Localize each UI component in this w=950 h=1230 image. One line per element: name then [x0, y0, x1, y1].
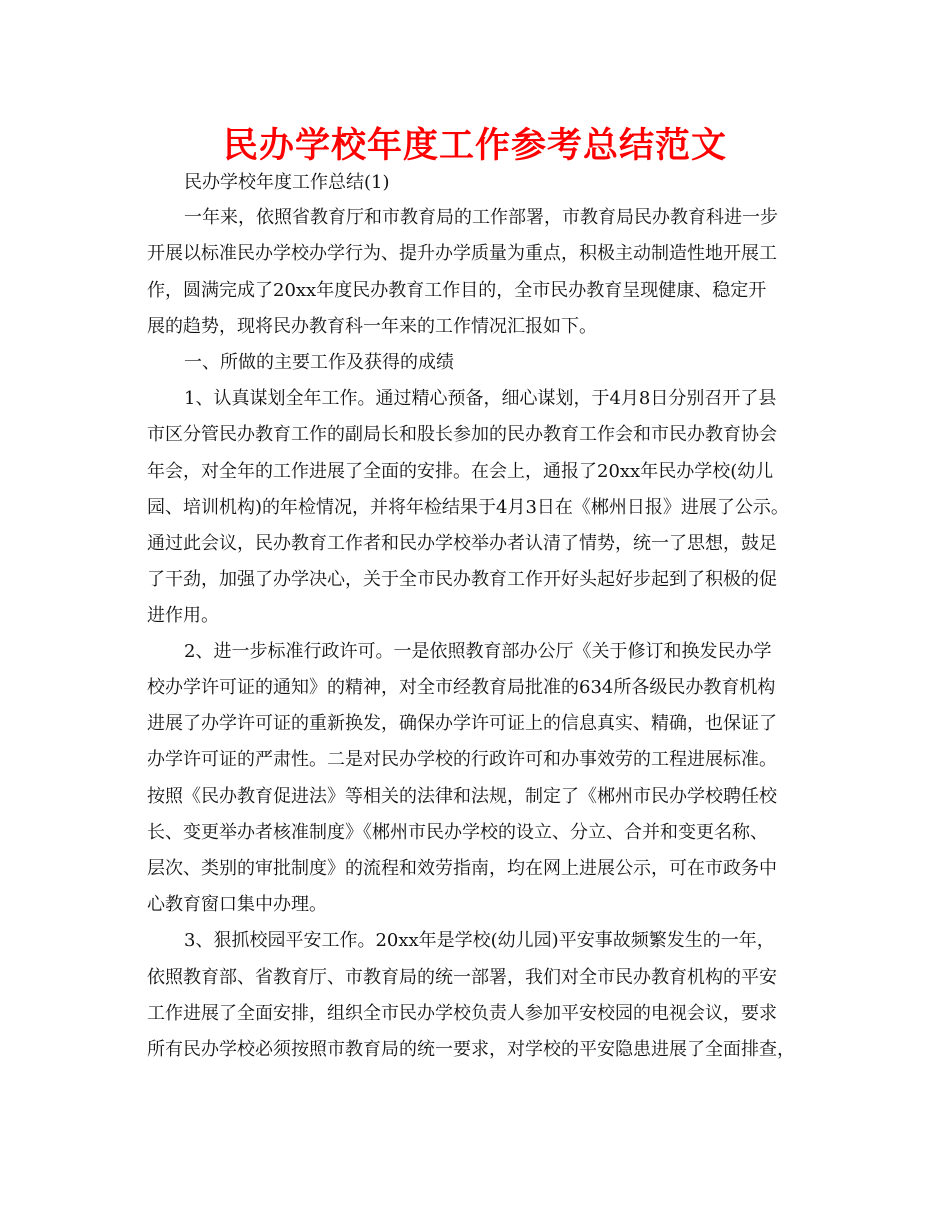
paragraph-line: 一年来，依照省教育厅和市教育局的工作部署，市教育局民办教育科进一步 — [184, 207, 778, 228]
section-heading: 民办学校年度工作总结(1) — [184, 172, 390, 193]
paragraph-line: 依照教育部、省教育厅、市教育局的统一部署，我们对全市民办教育机构的平安 — [147, 967, 777, 988]
paragraph-line: 层次、类别的审批制度》的流程和效劳指南，均在网上进展公示，可在市政务中 — [147, 858, 777, 879]
paragraph-line: 心教育窗口集中办理。 — [147, 894, 327, 915]
paragraph-line: 作，圆满完成了20xx年度民办教育工作目的，全市民办教育呈现健康、稳定开 — [147, 280, 767, 301]
paragraph-line: 园、培训机构)的年检情况，并将年检结果于4月3日在《郴州日报》进展了公示。 — [147, 497, 789, 518]
paragraph-line: 按照《民办教育促进法》等相关的法律和法规，制定了《郴州市民办学校聘任校 — [147, 786, 777, 807]
paragraph-line: 进作用。 — [147, 605, 219, 626]
paragraph-line: 1、认真谋划全年工作。通过精心预备，细心谋划，于4月8日分别召开了县 — [184, 388, 777, 409]
paragraph-line: 3、狠抓校园平安工作。20xx年是学校(幼儿园)平安事故频繁发生的一年， — [184, 930, 775, 951]
paragraph-line: 了干劲，加强了办学决心，关于全市民办教育工作开好头起好步起到了积极的促 — [147, 569, 777, 590]
paragraph-line: 2、进一步标准行政许可。一是依照教育部办公厅《关于修订和换发民办学 — [184, 641, 772, 662]
paragraph-line: 进展了办学许可证的重新换发，确保办学许可证上的信息真实、精确，也保证了 — [147, 713, 777, 734]
document-title: 民办学校年度工作参考总结范文 — [222, 125, 727, 166]
paragraph-line: 工作进展了全面安排，组织全市民办学校负责人参加平安校园的电视会议，要求 — [147, 1003, 777, 1024]
paragraph-line: 通过此会议，民办教育工作者和民办学校举办者认清了情势，统一了思想，鼓足 — [147, 533, 777, 554]
paragraph-line: 市区分管民办教育工作的副局长和股长参加的民办教育工作会和市民办教育协会 — [147, 424, 777, 445]
section-heading: 一、所做的主要工作及获得的成绩 — [184, 352, 454, 373]
paragraph-line: 校办学许可证的通知》的精神，对全市经教育局批准的634所各级民办教育机构 — [147, 677, 776, 698]
paragraph-line: 年会，对全年的工作进展了全面的安排。在会上，通报了20xx年民办学校(幼儿 — [147, 461, 774, 482]
paragraph-line: 开展以标准民办学校办学行为、提升办学质量为重点，积极主动制造性地开展工 — [147, 243, 777, 264]
paragraph-line: 办学许可证的严肃性。二是对民办学校的行政许可和办事效劳的工程进展标准。 — [147, 749, 777, 770]
paragraph-line: 长、变更举办者核准制度》《郴州市民办学校的设立、分立、合并和变更名称、 — [147, 822, 768, 843]
paragraph-line: 展的趋势，现将民办教育科一年来的工作情况汇报如下。 — [147, 316, 597, 337]
paragraph-line: 所有民办学校必须按照市教育局的统一要求，对学校的平安隐患进展了全面排查， — [147, 1039, 795, 1060]
